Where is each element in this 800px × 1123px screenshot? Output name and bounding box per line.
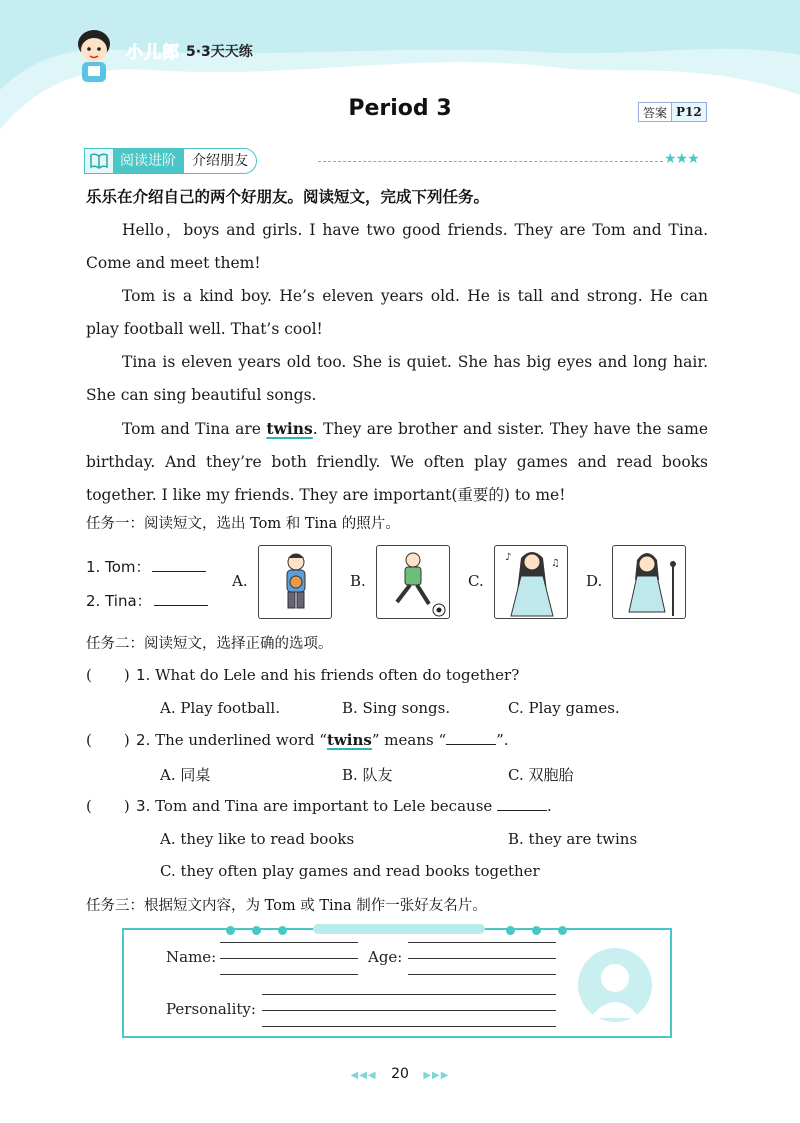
paren-left: ( (86, 666, 92, 684)
answer-blank[interactable] (446, 731, 496, 745)
card-top-bar (313, 924, 485, 934)
passage-paragraph-4 (86, 412, 708, 512)
passage-paragraph-3: Tina is eleven years old too. She is quiet. She has big eyes and long hair. She can sing beautiful songs. (86, 353, 708, 404)
question-text: ”. (496, 731, 509, 749)
card-dot (532, 926, 541, 935)
page-number: 20 (391, 1066, 409, 1082)
right-arrows-icon: ▶▶▶ (423, 1070, 450, 1081)
q1-option-c[interactable]: C. Play games. (508, 699, 620, 717)
card-dot (558, 926, 567, 935)
paren-left: ( (86, 731, 92, 749)
passage-paragraph-2: Tom is a kind boy. He’s eleven years old. He is tall and strong. He can play football well. That’s cool! (86, 287, 708, 338)
task2-question-3 (86, 797, 716, 815)
answer-blank[interactable] (497, 797, 547, 811)
question-label: 2. Tina： (86, 592, 152, 610)
name-label: Name: (166, 948, 217, 966)
answer-label: 答案 (643, 105, 668, 120)
task3-heading-text: Tom (264, 898, 296, 914)
question-number: 1. (136, 666, 151, 684)
task2-question-1 (86, 666, 716, 684)
underlined-word: twins (266, 419, 313, 438)
left-arrows-icon: ◀◀◀ (350, 1070, 377, 1081)
option-b-label: B. (350, 572, 366, 590)
photo-option-a[interactable] (258, 545, 332, 619)
answer-blank[interactable] (154, 592, 208, 606)
card-dot (226, 926, 235, 935)
answer-reference[interactable] (638, 102, 707, 122)
boy-with-ball-icon (259, 546, 332, 619)
page-title: Period 3 (348, 96, 452, 121)
paren-right: ) (123, 797, 130, 815)
task3-heading-text: 任务三：根据短文内容，为 (86, 898, 265, 914)
personality-writing-line[interactable] (262, 1010, 556, 1011)
card-dot (506, 926, 515, 935)
card-dot (278, 926, 287, 935)
q2-option-a[interactable]: A. 同桌 (160, 766, 211, 784)
girl-singing-icon (495, 546, 568, 619)
photo-option-c[interactable] (494, 545, 568, 619)
question-text: Tom and Tina are important to Lele because (150, 797, 498, 815)
question-text: ” means “ (371, 731, 447, 749)
personality-label: Personality: (166, 1000, 256, 1018)
task1-heading-text: Tom (250, 516, 282, 532)
paren-right: ) (123, 666, 130, 684)
section-title: 阅读进阶 (114, 148, 184, 174)
q1-option-b[interactable]: B. Sing songs. (342, 699, 451, 717)
answer-page: P12 (671, 103, 706, 121)
girl-with-microphone-icon (613, 546, 686, 619)
name-writing-line[interactable] (220, 958, 358, 959)
personality-writing-line[interactable] (262, 994, 556, 995)
instruction: 乐乐在介绍自己的两个好朋友。阅读短文，完成下列任务。 (86, 188, 490, 206)
option-a-label: A. (232, 572, 248, 590)
q2-option-c[interactable]: C. 双胞胎 (508, 766, 574, 784)
page-footer (0, 1066, 800, 1082)
task1-question-1 (86, 556, 206, 577)
brand-name: 小儿郎 (126, 43, 180, 63)
option-c-label: C. (468, 572, 484, 590)
answer-paren[interactable] (86, 797, 136, 815)
task3-heading-text: 制作一张好友名片。 (351, 898, 487, 914)
svg-text:♫: ♫ (551, 558, 560, 569)
underlined-word: twins (326, 731, 372, 749)
task2-question-2 (86, 731, 716, 749)
passage-text: Tom and Tina are (122, 420, 267, 438)
card-dot (252, 926, 261, 935)
q2-option-b[interactable]: B. 队友 (342, 766, 393, 784)
avatar-placeholder-icon (578, 948, 652, 1022)
question-text: What do Lele and his friends often do together? (150, 666, 520, 684)
task1-question-2 (86, 590, 208, 611)
task3-heading-text: 或 (295, 898, 320, 914)
name-writing-line[interactable] (220, 974, 358, 975)
photo-option-d[interactable] (612, 545, 686, 619)
paren-left: ( (86, 797, 92, 815)
task3-heading-text: Tina (319, 898, 352, 914)
task3-heading (86, 894, 487, 915)
q1-option-a[interactable]: A. Play football. (160, 699, 280, 717)
answer-paren[interactable] (86, 731, 136, 749)
age-writing-line[interactable] (408, 942, 556, 943)
photo-option-b[interactable] (376, 545, 450, 619)
difficulty-stars: ★★★ (664, 151, 699, 167)
boy-playing-football-icon (377, 546, 450, 619)
age-label: Age: (368, 948, 403, 966)
option-d-label: D. (586, 572, 603, 590)
task1-heading-text: 和 (281, 516, 305, 532)
answer-blank[interactable] (152, 558, 206, 572)
task1-heading-text: 的照片。 (337, 516, 400, 532)
mascot-boy-icon (72, 28, 116, 88)
task1-heading (86, 512, 400, 533)
question-text: . (547, 797, 552, 815)
passage-text: . They are brother and sister. They have the same birthday. And they’re both friendly. We often play games and read books together. I like my friends. They are important(重要的) to me! (86, 420, 708, 504)
question-label: 1. Tom： (86, 558, 151, 576)
passage-paragraph-1: Hello，boys and girls. I have two good friends. They are Tom and Tina. Come and meet them! (86, 221, 708, 272)
q3-option-b[interactable]: B. they are twins (508, 830, 638, 848)
question-number: 3. (136, 797, 151, 815)
personality-writing-line[interactable] (262, 1026, 556, 1027)
section-header (84, 148, 257, 174)
paren-right: ) (123, 731, 130, 749)
section-subtitle: 介绍朋友 (184, 148, 257, 174)
reading-passage (86, 214, 708, 512)
book-icon (84, 148, 114, 174)
name-writing-line[interactable] (220, 942, 358, 943)
task2-heading: 任务二：阅读短文，选择正确的选项。 (86, 636, 333, 652)
task1-heading-text: Tina (304, 516, 338, 532)
age-writing-line[interactable] (408, 958, 556, 959)
brand-subtitle: 5·3天天练 (186, 43, 253, 60)
brand (126, 38, 253, 63)
answer-paren[interactable] (86, 666, 136, 684)
age-writing-line[interactable] (408, 974, 556, 975)
q3-option-c[interactable]: C. they often play games and read books together (160, 862, 540, 880)
question-number: 2. (136, 731, 151, 749)
svg-text:♪: ♪ (505, 552, 512, 563)
task1-heading-text: 任务一：阅读短文，选出 (86, 516, 251, 532)
section-divider (318, 161, 663, 162)
q3-option-a[interactable]: A. they like to read books (160, 830, 355, 848)
question-text: The underlined word “ (150, 731, 327, 749)
